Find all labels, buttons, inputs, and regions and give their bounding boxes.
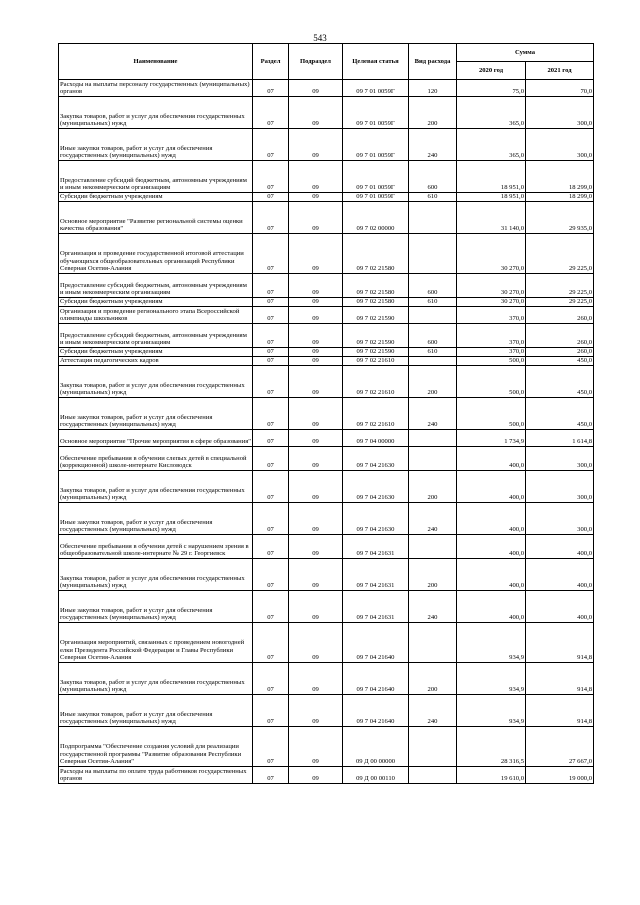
row-subsection-cell: 09 bbox=[289, 471, 343, 503]
row-target-cell: 09 7 04 21640 bbox=[343, 695, 409, 727]
row-name-cell: Организация и проведение регионального этапа Всероссийской олимпиады школьников bbox=[59, 307, 253, 324]
row-section-cell: 07 bbox=[253, 193, 289, 202]
row-section-cell: 07 bbox=[253, 324, 289, 348]
row-target-cell: 09 Д 00 00000 bbox=[343, 727, 409, 767]
row-subsection-cell: 09 bbox=[289, 307, 343, 324]
row-subsection-cell: 09 bbox=[289, 430, 343, 447]
row-name-cell: Аттестация педагогических кадров bbox=[59, 357, 253, 366]
row-2021-cell: 300,0 bbox=[526, 471, 594, 503]
row-2021-cell: 27 667,0 bbox=[526, 727, 594, 767]
row-target-cell: 09 7 01 0059Г bbox=[343, 80, 409, 97]
row-2021-cell: 914,8 bbox=[526, 623, 594, 663]
row-expense-type-cell bbox=[409, 447, 457, 471]
row-2020-cell: 30 270,0 bbox=[457, 234, 526, 274]
row-section-cell: 07 bbox=[253, 129, 289, 161]
table-row bbox=[59, 727, 594, 767]
row-2020-cell: 31 140,0 bbox=[457, 202, 526, 234]
row-name-cell: Иные закупки товаров, работ и услуг для обеспечения государственных (муниципальных) нужд bbox=[59, 695, 253, 727]
table-row bbox=[59, 535, 594, 559]
row-subsection-cell: 09 bbox=[289, 274, 343, 298]
row-expense-type-cell bbox=[409, 307, 457, 324]
table-row bbox=[59, 430, 594, 447]
row-2020-cell: 400,0 bbox=[457, 591, 526, 623]
row-target-cell: 09 7 04 21640 bbox=[343, 623, 409, 663]
row-section-cell: 07 bbox=[253, 80, 289, 97]
row-subsection-cell: 09 bbox=[289, 663, 343, 695]
table-row bbox=[59, 129, 594, 161]
row-2020-cell: 365,0 bbox=[457, 97, 526, 129]
row-name-cell: Расходы на выплаты по оплате труда работников государственных органов bbox=[59, 767, 253, 784]
table-row bbox=[59, 202, 594, 234]
row-2020-cell: 1 734,9 bbox=[457, 430, 526, 447]
row-2020-cell: 365,0 bbox=[457, 129, 526, 161]
row-2020-cell: 30 270,0 bbox=[457, 298, 526, 307]
row-expense-type-cell: 240 bbox=[409, 129, 457, 161]
row-subsection-cell: 09 bbox=[289, 348, 343, 357]
row-subsection-cell: 09 bbox=[289, 591, 343, 623]
header-sum: Сумма bbox=[457, 44, 594, 62]
row-expense-type-cell: 240 bbox=[409, 695, 457, 727]
row-subsection-cell: 09 bbox=[289, 535, 343, 559]
row-2021-cell: 300,0 bbox=[526, 129, 594, 161]
row-name-cell: Обеспечение пребывания в обучении слепых детей в специальной (коррекционной) школе-интернате Кисловодск bbox=[59, 447, 253, 471]
row-section-cell: 07 bbox=[253, 535, 289, 559]
table-row bbox=[59, 695, 594, 727]
row-target-cell: 09 Д 00 00110 bbox=[343, 767, 409, 784]
row-name-cell: Иные закупки товаров, работ и услуг для обеспечения государственных (муниципальных) нужд bbox=[59, 398, 253, 430]
row-subsection-cell: 09 bbox=[289, 398, 343, 430]
budget-table bbox=[58, 43, 594, 784]
row-expense-type-cell bbox=[409, 234, 457, 274]
row-subsection-cell: 09 bbox=[289, 161, 343, 193]
row-2020-cell: 370,0 bbox=[457, 348, 526, 357]
header-year-2021: 2021 год bbox=[526, 62, 594, 80]
table-row bbox=[59, 97, 594, 129]
row-target-cell: 09 7 02 21580 bbox=[343, 274, 409, 298]
row-section-cell: 07 bbox=[253, 348, 289, 357]
row-expense-type-cell bbox=[409, 727, 457, 767]
table-row bbox=[59, 307, 594, 324]
header-expense-type: Вид расхода bbox=[409, 44, 457, 80]
row-expense-type-cell bbox=[409, 202, 457, 234]
row-target-cell: 09 7 02 21580 bbox=[343, 234, 409, 274]
row-name-cell: Субсидии бюджетным учреждениям bbox=[59, 193, 253, 202]
row-subsection-cell: 09 bbox=[289, 129, 343, 161]
row-section-cell: 07 bbox=[253, 727, 289, 767]
row-2020-cell: 28 316,5 bbox=[457, 727, 526, 767]
table-row bbox=[59, 398, 594, 430]
row-2020-cell: 934,9 bbox=[457, 695, 526, 727]
row-2021-cell: 914,8 bbox=[526, 663, 594, 695]
table-row bbox=[59, 447, 594, 471]
row-target-cell: 09 7 04 21631 bbox=[343, 591, 409, 623]
header-section: Раздел bbox=[253, 44, 289, 80]
row-name-cell: Организация мероприятий, связанных с проведением новогодней елки Президента Российской Федерации и Главы Республики Северная Осетия-Алания bbox=[59, 623, 253, 663]
row-subsection-cell: 09 bbox=[289, 202, 343, 234]
row-section-cell: 07 bbox=[253, 663, 289, 695]
table-row bbox=[59, 80, 594, 97]
row-expense-type-cell bbox=[409, 430, 457, 447]
table-row bbox=[59, 161, 594, 193]
row-2020-cell: 19 610,0 bbox=[457, 767, 526, 784]
row-name-cell: Расходы на выплаты персоналу государственных (муниципальных) органов bbox=[59, 80, 253, 97]
row-name-cell: Иные закупки товаров, работ и услуг для обеспечения государственных (муниципальных) нужд bbox=[59, 591, 253, 623]
row-expense-type-cell: 200 bbox=[409, 97, 457, 129]
row-name-cell: Основное мероприятие "Развитие региональной системы оценки качества образования" bbox=[59, 202, 253, 234]
row-2021-cell: 450,0 bbox=[526, 366, 594, 398]
row-target-cell: 09 7 04 21631 bbox=[343, 535, 409, 559]
row-section-cell: 07 bbox=[253, 202, 289, 234]
row-expense-type-cell: 240 bbox=[409, 503, 457, 535]
row-2021-cell: 400,0 bbox=[526, 559, 594, 591]
row-name-cell: Предоставление субсидий бюджетным, автономным учреждениям и иным некоммерческим организациям bbox=[59, 274, 253, 298]
row-target-cell: 09 7 02 00000 bbox=[343, 202, 409, 234]
row-section-cell: 07 bbox=[253, 366, 289, 398]
row-subsection-cell: 09 bbox=[289, 447, 343, 471]
row-expense-type-cell: 600 bbox=[409, 161, 457, 193]
row-section-cell: 07 bbox=[253, 398, 289, 430]
row-2021-cell: 19 000,0 bbox=[526, 767, 594, 784]
row-2021-cell: 300,0 bbox=[526, 97, 594, 129]
row-subsection-cell: 09 bbox=[289, 623, 343, 663]
row-name-cell: Основное мероприятие "Прочие мероприятия в сфере образования" bbox=[59, 430, 253, 447]
row-name-cell: Закупка товаров, работ и услуг для обеспечения государственных (муниципальных) нужд bbox=[59, 366, 253, 398]
row-subsection-cell: 09 bbox=[289, 767, 343, 784]
row-subsection-cell: 09 bbox=[289, 324, 343, 348]
row-subsection-cell: 09 bbox=[289, 366, 343, 398]
row-expense-type-cell: 600 bbox=[409, 324, 457, 348]
table-row bbox=[59, 471, 594, 503]
row-name-cell: Закупка товаров, работ и услуг для обеспечения государственных (муниципальных) нужд bbox=[59, 663, 253, 695]
row-section-cell: 07 bbox=[253, 591, 289, 623]
row-expense-type-cell bbox=[409, 535, 457, 559]
row-2021-cell: 400,0 bbox=[526, 535, 594, 559]
row-name-cell: Закупка товаров, работ и услуг для обеспечения государственных (муниципальных) нужд bbox=[59, 97, 253, 129]
row-subsection-cell: 09 bbox=[289, 727, 343, 767]
row-2021-cell: 29 225,0 bbox=[526, 234, 594, 274]
row-section-cell: 07 bbox=[253, 307, 289, 324]
row-subsection-cell: 09 bbox=[289, 695, 343, 727]
row-target-cell: 09 7 04 21640 bbox=[343, 663, 409, 695]
row-section-cell: 07 bbox=[253, 623, 289, 663]
row-2021-cell: 300,0 bbox=[526, 447, 594, 471]
row-2021-cell: 18 299,0 bbox=[526, 161, 594, 193]
header-subsection: Подраздел bbox=[289, 44, 343, 80]
row-2020-cell: 400,0 bbox=[457, 447, 526, 471]
row-2021-cell: 400,0 bbox=[526, 591, 594, 623]
row-2021-cell: 29 935,0 bbox=[526, 202, 594, 234]
table-row bbox=[59, 623, 594, 663]
row-expense-type-cell bbox=[409, 357, 457, 366]
row-2020-cell: 934,9 bbox=[457, 623, 526, 663]
table-row bbox=[59, 193, 594, 202]
row-expense-type-cell: 610 bbox=[409, 348, 457, 357]
row-2020-cell: 18 951,0 bbox=[457, 161, 526, 193]
row-target-cell: 09 7 01 0059Г bbox=[343, 97, 409, 129]
row-target-cell: 09 7 04 21630 bbox=[343, 447, 409, 471]
row-expense-type-cell: 600 bbox=[409, 274, 457, 298]
table-row bbox=[59, 234, 594, 274]
table-row bbox=[59, 324, 594, 348]
row-2021-cell: 29 225,0 bbox=[526, 274, 594, 298]
row-expense-type-cell bbox=[409, 767, 457, 784]
row-expense-type-cell: 200 bbox=[409, 663, 457, 695]
row-section-cell: 07 bbox=[253, 695, 289, 727]
table-row bbox=[59, 366, 594, 398]
row-expense-type-cell: 200 bbox=[409, 366, 457, 398]
row-target-cell: 09 7 02 21590 bbox=[343, 348, 409, 357]
table-row bbox=[59, 559, 594, 591]
table-row bbox=[59, 298, 594, 307]
row-2020-cell: 400,0 bbox=[457, 559, 526, 591]
row-section-cell: 07 bbox=[253, 503, 289, 535]
row-subsection-cell: 09 bbox=[289, 97, 343, 129]
row-target-cell: 09 7 04 21630 bbox=[343, 471, 409, 503]
row-expense-type-cell: 120 bbox=[409, 80, 457, 97]
table-row bbox=[59, 348, 594, 357]
row-expense-type-cell: 200 bbox=[409, 559, 457, 591]
row-target-cell: 09 7 01 0059Г bbox=[343, 193, 409, 202]
row-target-cell: 09 7 01 0059Г bbox=[343, 129, 409, 161]
row-subsection-cell: 09 bbox=[289, 503, 343, 535]
row-2020-cell: 400,0 bbox=[457, 503, 526, 535]
row-name-cell: Подпрограмма "Обеспечение создания условий для реализации государственной программы "Развитие образования Республики Северная Осетия-Алания" bbox=[59, 727, 253, 767]
row-2020-cell: 934,9 bbox=[457, 663, 526, 695]
table-row bbox=[59, 591, 594, 623]
row-2020-cell: 400,0 bbox=[457, 535, 526, 559]
row-2021-cell: 18 299,0 bbox=[526, 193, 594, 202]
row-2021-cell: 260,0 bbox=[526, 348, 594, 357]
row-subsection-cell: 09 bbox=[289, 357, 343, 366]
row-section-cell: 07 bbox=[253, 559, 289, 591]
row-target-cell: 09 7 04 21630 bbox=[343, 503, 409, 535]
row-expense-type-cell: 610 bbox=[409, 298, 457, 307]
row-subsection-cell: 09 bbox=[289, 234, 343, 274]
header-target: Целевая статья bbox=[343, 44, 409, 80]
table-row bbox=[59, 503, 594, 535]
row-expense-type-cell: 610 bbox=[409, 193, 457, 202]
row-target-cell: 09 7 01 0059Г bbox=[343, 161, 409, 193]
row-2020-cell: 370,0 bbox=[457, 307, 526, 324]
row-expense-type-cell bbox=[409, 623, 457, 663]
row-target-cell: 09 7 02 21590 bbox=[343, 307, 409, 324]
row-name-cell: Иные закупки товаров, работ и услуг для обеспечения государственных (муниципальных) нужд bbox=[59, 503, 253, 535]
row-2020-cell: 30 270,0 bbox=[457, 274, 526, 298]
row-target-cell: 09 7 02 21580 bbox=[343, 298, 409, 307]
row-2020-cell: 500,0 bbox=[457, 357, 526, 366]
table-row bbox=[59, 357, 594, 366]
row-name-cell: Иные закупки товаров, работ и услуг для обеспечения государственных (муниципальных) нужд bbox=[59, 129, 253, 161]
row-2021-cell: 300,0 bbox=[526, 503, 594, 535]
row-name-cell: Предоставление субсидий бюджетным, автономным учреждениям и иным некоммерческим организациям bbox=[59, 324, 253, 348]
row-2021-cell: 1 614,8 bbox=[526, 430, 594, 447]
row-name-cell: Субсидии бюджетным учреждениям bbox=[59, 348, 253, 357]
row-2020-cell: 500,0 bbox=[457, 366, 526, 398]
row-2021-cell: 914,8 bbox=[526, 695, 594, 727]
row-2020-cell: 400,0 bbox=[457, 471, 526, 503]
row-name-cell: Обеспечение пребывания в обучении детей с нарушением зрения в общеобразовательной школе-интернате № 29 г. Георгиевск bbox=[59, 535, 253, 559]
row-section-cell: 07 bbox=[253, 161, 289, 193]
row-2021-cell: 70,0 bbox=[526, 80, 594, 97]
row-section-cell: 07 bbox=[253, 234, 289, 274]
row-section-cell: 07 bbox=[253, 767, 289, 784]
row-target-cell: 09 7 02 21610 bbox=[343, 357, 409, 366]
row-target-cell: 09 7 04 21631 bbox=[343, 559, 409, 591]
page-number: 543 bbox=[313, 33, 327, 43]
row-target-cell: 09 7 02 21590 bbox=[343, 324, 409, 348]
row-expense-type-cell: 200 bbox=[409, 471, 457, 503]
row-target-cell: 09 7 04 00000 bbox=[343, 430, 409, 447]
header-year-2020: 2020 год bbox=[457, 62, 526, 80]
table-row bbox=[59, 663, 594, 695]
row-name-cell: Организация и проведение государственной итоговой аттестации обучающихся общеобразовательных организаций Республики Северная Осетия-Алания bbox=[59, 234, 253, 274]
row-name-cell: Предоставление субсидий бюджетным, автономным учреждениям и иным некоммерческим организациям bbox=[59, 161, 253, 193]
table-row bbox=[59, 274, 594, 298]
row-section-cell: 07 bbox=[253, 97, 289, 129]
row-name-cell: Субсидии бюджетным учреждениям bbox=[59, 298, 253, 307]
row-section-cell: 07 bbox=[253, 430, 289, 447]
row-2020-cell: 370,0 bbox=[457, 324, 526, 348]
header-name: Наименование bbox=[59, 44, 253, 80]
row-subsection-cell: 09 bbox=[289, 298, 343, 307]
row-target-cell: 09 7 02 21610 bbox=[343, 398, 409, 430]
row-section-cell: 07 bbox=[253, 298, 289, 307]
row-2021-cell: 29 225,0 bbox=[526, 298, 594, 307]
row-section-cell: 07 bbox=[253, 447, 289, 471]
row-2021-cell: 260,0 bbox=[526, 324, 594, 348]
row-expense-type-cell: 240 bbox=[409, 591, 457, 623]
row-name-cell: Закупка товаров, работ и услуг для обеспечения государственных (муниципальных) нужд bbox=[59, 559, 253, 591]
row-subsection-cell: 09 bbox=[289, 559, 343, 591]
row-2021-cell: 450,0 bbox=[526, 357, 594, 366]
row-expense-type-cell: 240 bbox=[409, 398, 457, 430]
row-2021-cell: 260,0 bbox=[526, 307, 594, 324]
row-2020-cell: 500,0 bbox=[457, 398, 526, 430]
row-target-cell: 09 7 02 21610 bbox=[343, 366, 409, 398]
row-subsection-cell: 09 bbox=[289, 193, 343, 202]
row-subsection-cell: 09 bbox=[289, 80, 343, 97]
row-section-cell: 07 bbox=[253, 274, 289, 298]
row-2020-cell: 18 951,0 bbox=[457, 193, 526, 202]
row-2020-cell: 75,0 bbox=[457, 80, 526, 97]
row-name-cell: Закупка товаров, работ и услуг для обеспечения государственных (муниципальных) нужд bbox=[59, 471, 253, 503]
row-section-cell: 07 bbox=[253, 471, 289, 503]
table-row bbox=[59, 767, 594, 784]
row-section-cell: 07 bbox=[253, 357, 289, 366]
row-2021-cell: 450,0 bbox=[526, 398, 594, 430]
